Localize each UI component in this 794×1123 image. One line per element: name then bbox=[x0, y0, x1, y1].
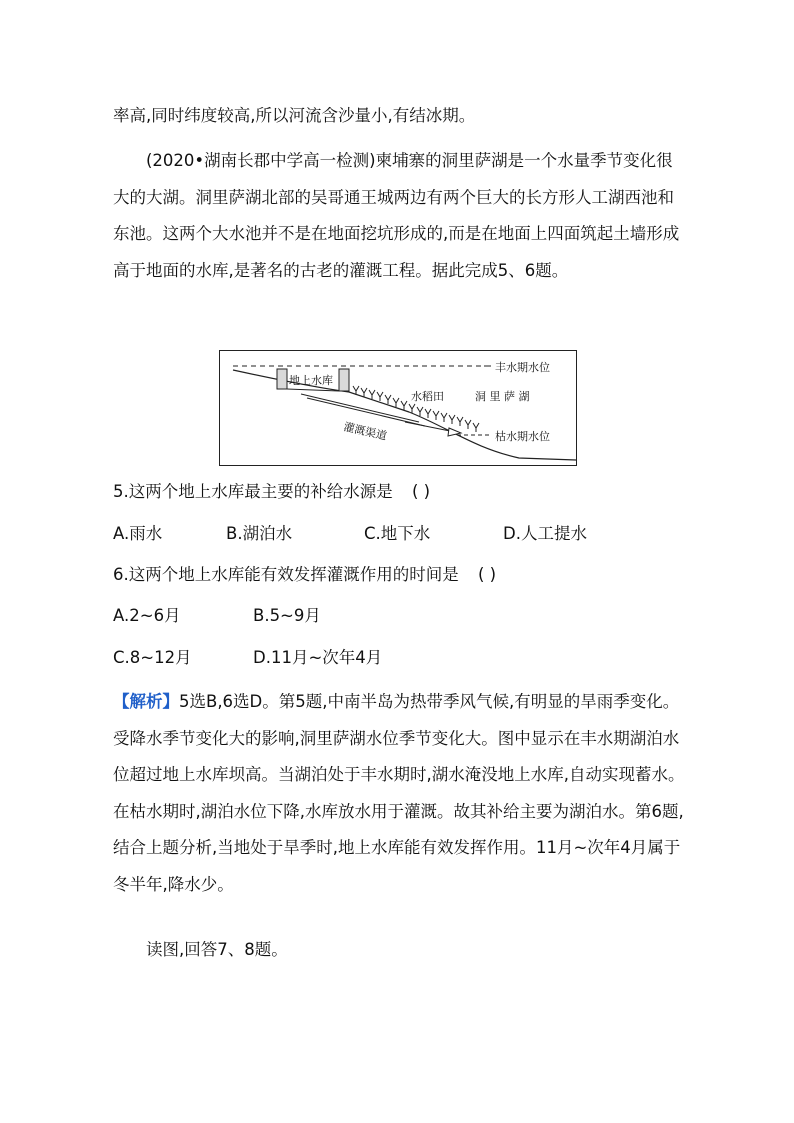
q5-option-d: D.人工提水 bbox=[503, 524, 587, 543]
label-rice-field: 水稻田 bbox=[411, 390, 444, 403]
next-question-prompt: 读图,回答7、8题。 bbox=[146, 940, 288, 959]
question-intro-paragraph: (2020•湖南长郡中学高一检测)柬埔寨的洞里萨湖是一个水量季节变化很大的大湖。洞里萨湖北部的吴哥通王城两边有两个巨大的长方形人工湖西池和东池。这两个大水池并不是在地面挖坑形成的,而是在地面上四面筑起土墙形成高于地面的水库,是著名的古老的灌溉工程。据此完成5、6题。 bbox=[113, 151, 680, 280]
label-lake: 洞 里 萨 湖 bbox=[475, 390, 530, 403]
q6-option-c: C.8~12月 bbox=[113, 648, 192, 667]
reservoir-diagram-svg bbox=[219, 350, 577, 466]
q5-option-a: A.雨水 bbox=[113, 524, 163, 543]
reservoir-diagram bbox=[219, 350, 577, 466]
analysis-text: 5选B,6选D。第5题,中南半岛为热带季风气候,有明显的旱雨季变化。受降水季节变化大的影响,洞里萨湖水位季节变化大。图中显示在丰水期湖泊水位超过地上水库坝高。当湖泊处于丰水期时,湖水淹没地上水库,自动实现蓄水。在枯水期时,湖泊水位下降,水库放水用于灌溉。故其补给主要为湖泊水。第6题,结合上题分析,当地处于旱季时,地上水库能有效发挥作用。11月~次年4月属于冬半年,降水少。 bbox=[113, 692, 685, 894]
question-6-stem: 6.这两个地上水库能有效发挥灌溉作用的时间是 bbox=[113, 565, 459, 584]
q5-option-c: C.地下水 bbox=[364, 524, 431, 543]
label-high-water: 丰水期水位 bbox=[495, 361, 550, 374]
q6-option-b: B.5~9月 bbox=[253, 606, 321, 625]
question-6-blank: ( ) bbox=[478, 565, 497, 584]
reservoir-wall-left bbox=[277, 369, 287, 389]
question-5-stem: 5.这两个地上水库最主要的补给水源是 bbox=[113, 482, 393, 501]
q5-option-b: B.湖泊水 bbox=[226, 524, 293, 543]
question-5 bbox=[113, 481, 430, 503]
reservoir-wall-right bbox=[339, 369, 349, 391]
question-5-blank: ( ) bbox=[412, 482, 431, 501]
analysis-paragraph bbox=[113, 684, 685, 904]
label-channel: 灌溉渠道 bbox=[342, 420, 389, 443]
q6-option-a: A.2~6月 bbox=[113, 606, 181, 625]
label-low-water: 枯水期水位 bbox=[495, 430, 550, 443]
q6-option-d: D.11月~次年4月 bbox=[253, 648, 383, 667]
label-reservoir: 地上水库 bbox=[289, 374, 333, 387]
question-6 bbox=[113, 564, 496, 586]
continued-text-line: 率高,同时纬度较高,所以河流含沙量小,有结冰期。 bbox=[113, 106, 476, 125]
analysis-tag: 【解析】 bbox=[113, 692, 179, 711]
